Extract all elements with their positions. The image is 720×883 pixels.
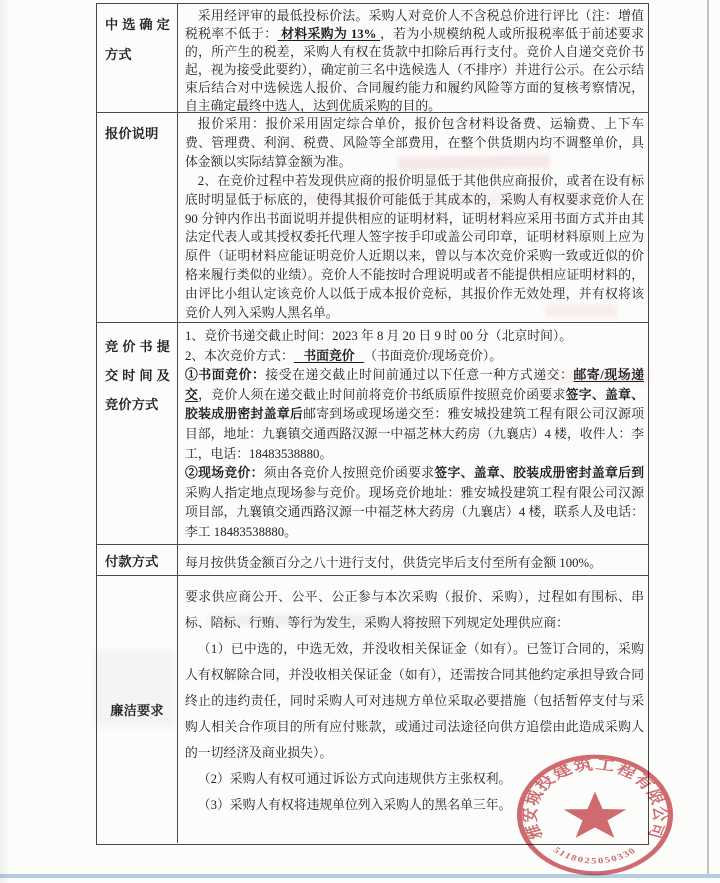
text-segment: 材料采购为 13% [277, 27, 381, 41]
text-segment: 签字、盖章、胶装成册密封盖章后 [185, 387, 645, 422]
paragraph [185, 172, 644, 322]
text-segment: ①书面竞价： [185, 368, 266, 383]
text-segment: （书面竞价/现场竞价）。 [364, 348, 503, 363]
row-header-label: 竞价书提交时间及竞价方式 [105, 339, 170, 412]
seal-company-name: 雅安城投建筑工程有限公司 [518, 756, 672, 842]
text-segment: 接受在递交截止时间前通过以下任意一种方式递交： [265, 368, 574, 383]
text-segment: 邮寄到场或现场递交至：雅安城投建筑工程有限公司汉源项目部，地址：九襄镇交通西路汉源一中福芝林大药房（九襄店）4 楼，收件人：李工，电话：18483538880。 [185, 407, 645, 461]
text-segment: 要求供应商公开、公平、公正参与本次采购（报价、采购），过程如有围标、串标、陪标、行贿、等行为发生，采购人将按照下列规定处理供应商： [185, 590, 644, 630]
text-segment: 报价采用：报价采用固定综合单价，报价包含材料设备费、运输费、上下车费、管理费、利润、税费、风险等全部费用，在整个供货期内均不调整单价，具体金额以实际结算金额为准。 [185, 117, 644, 169]
text-segment: （3）采购人有权将违规单位列入采购人的黑名单三年。 [197, 798, 512, 812]
text-segment: 书面竞价 [293, 348, 365, 363]
row-header-cell [97, 113, 178, 322]
text-segment: 2、本次竞价方式： [185, 348, 294, 363]
paragraph [185, 7, 644, 112]
row-content-cell [178, 323, 648, 544]
text-segment: 采用经评审的最低投标价法。采购人对竞价人不含税总价进行评比（注：增值税税率不低于： [185, 9, 644, 41]
row-content-cell [178, 113, 648, 322]
row-header-label: 廉洁要求 [110, 703, 164, 718]
row-content-cell [178, 545, 648, 575]
table-row [97, 4, 648, 113]
row-header-cell [97, 4, 178, 112]
paragraph [185, 766, 644, 792]
paragraph [185, 792, 644, 818]
paragraph [185, 464, 644, 542]
paragraph [185, 327, 644, 347]
procurement-terms-table [96, 3, 649, 845]
paragraph [185, 347, 644, 367]
seal-number: 5118025050330 [550, 845, 640, 867]
table-row [97, 323, 648, 545]
paragraph [185, 552, 602, 571]
text-segment: 须由各竞价人按照竞价函要求 [263, 466, 435, 481]
paragraph [185, 366, 644, 464]
text-segment: 1、竞价书递交截止时间：2023 年 8 月 20 日 9 时 00 分（北京时间）。 [185, 329, 573, 343]
table-row [97, 576, 648, 843]
text-segment: ②现场竞价： [185, 466, 264, 481]
table-row [97, 113, 648, 323]
text-segment: 2、在竞价过程中若发现供应商的报价明显低于其他供应商报价，或者在设有标底时明显低于标底的，使得其报价可能低于其成本的，采购人有权要求竞价人在 90 分钟内作出书面说明并提供相应的证明材料，证明材料应采用书面方式并由其法定代表人或其授权委托代理人签字按手印或盖公司印章，证明材料原则上应为原件（证明材料应能证明竞价人近期以来，曾以与本次竞价采购一致或近似的价格来履行类似的业绩）。竞价人不能按时合理说明或者不能提供相应证明材料的，由评比小组认定该竞价人以低于成本报价竞标，其报价作无效处理，并有权将该竞价人列入采购人黑名单。 [185, 173, 644, 321]
row-header-cell [97, 323, 178, 544]
paragraph [185, 636, 644, 766]
row-content-cell [178, 4, 648, 112]
paragraph [185, 115, 644, 172]
text-segment: 采购人指定地点现场参与竞价。现场竞价地址：雅安城投建筑工程有限公司汉源项目部，九襄镇交通西路汉源一中福芝林大药房（九襄店）4 楼，联系人及电话：李工 18483538880。 [185, 485, 644, 539]
text-segment: 每月按供货金额百分之八十进行支付，供货完毕后支付至所有金额 100%。 [185, 555, 602, 570]
text-segment: 邮寄/现场递交 [185, 368, 645, 402]
text-segment: 签字、盖章、胶装成册密封盖章后到 [434, 466, 645, 481]
text-segment: ，竞价人须在递交截止时间前将竞价书纸质原件按照竞价函要求 [198, 387, 566, 402]
row-header-label: 付款方式 [105, 553, 159, 569]
text-segment: （2）采购人有权可通过诉讼方式向违规供方主张权利。 [197, 772, 512, 786]
row-header-label: 报价说明 [105, 126, 159, 141]
page-edge-line [707, 0, 709, 876]
table-row [97, 545, 648, 576]
text-segment: ，若为小规模纳税人或所报税率低于前述要求的，所产生的税差，采购人有权在货款中扣除后再行支付。竞价人自递交竞价书起，视为接受此要约），确定前三名中选候选人（不排序）并进行公示。在公示结束后结合对中选候选人报价、合同履约能力和履约风险等方面的复核考察情况，自主确定最终中选人，达到优质采购的目的。 [185, 27, 645, 112]
row-header-cell [97, 545, 178, 575]
scan-bottom-line [0, 874, 720, 878]
paragraph [185, 584, 644, 636]
row-header-cell [97, 576, 178, 843]
row-header-label: 中选确定方式 [105, 17, 170, 62]
text-segment: （1）已中选的，中选无效，并没收相关保证金（如有）。已签订合同的，采购人有权解除合同，并没收相关保证金（如有），还需按合同其他约定承担导致合同终止的违约责任，同时采购人可对违规方单位采取必要措施（包括暂停支付与采购人相关合作项目的所有应付账款，或通过司法途径向供方追偿由此造成采购人的一切经济及商业损失）。 [185, 642, 644, 760]
row-content-cell [178, 576, 648, 843]
